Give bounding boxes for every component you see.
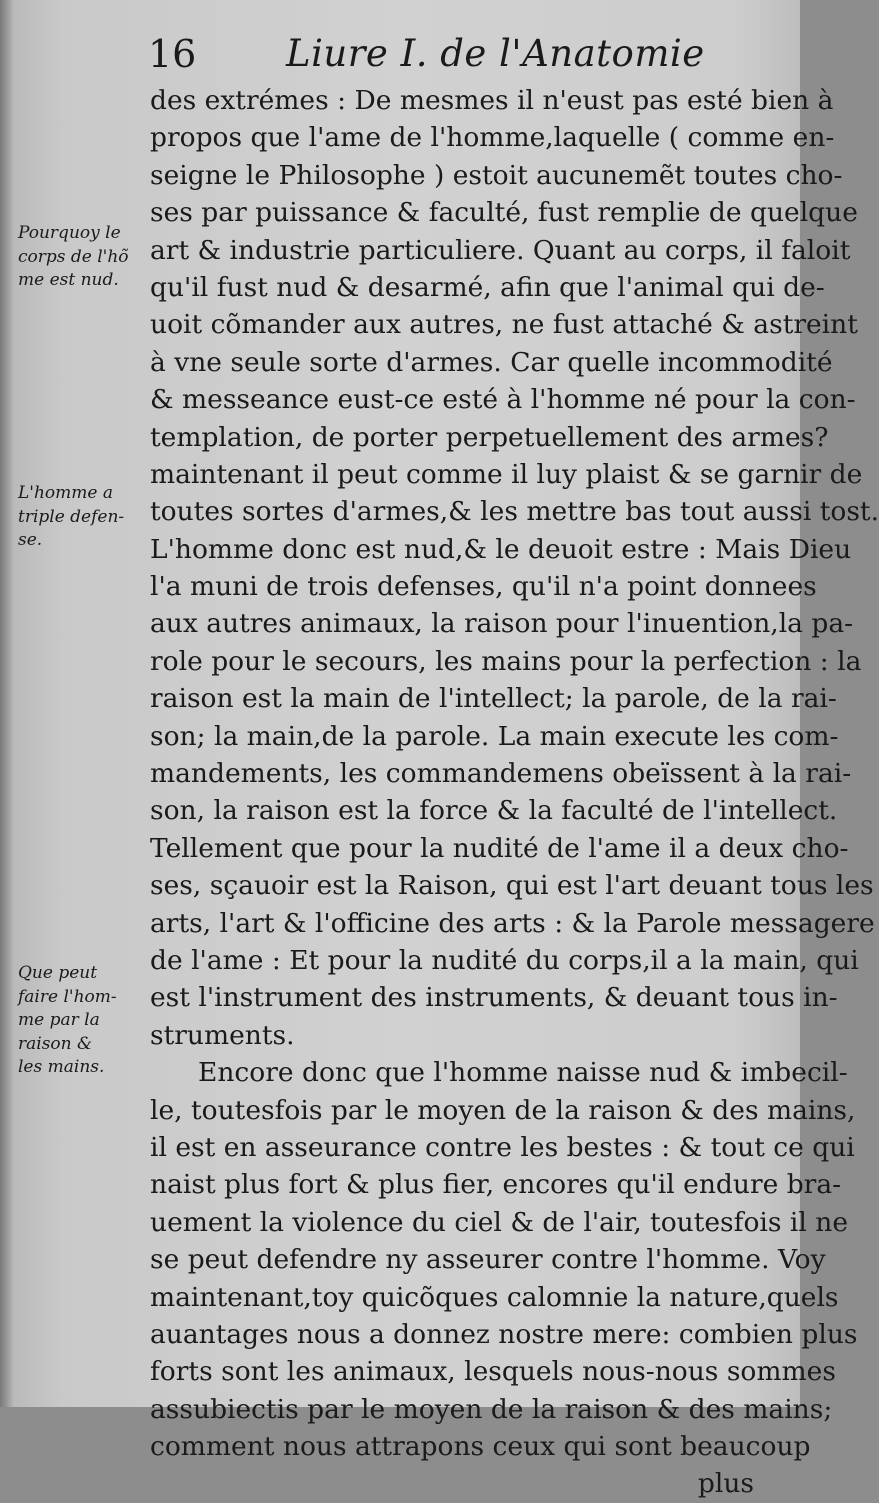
text-line: art & industrie particuliere. Quant au corps, il faloit: [150, 234, 851, 266]
text-line: mandements, les commandemens obeïssent à la rai-: [150, 758, 852, 790]
margin-note-triple-defense: [18, 482, 144, 553]
margin-note-line: se.: [18, 530, 43, 550]
text-line: l'a muni de trois defenses, qu'il n'a point donnees: [150, 571, 817, 603]
text-line: est l'instrument des instruments, & deuant tous in-: [150, 982, 838, 1014]
text-line: Tellement que pour la nudité de l'ame il a deux cho-: [150, 832, 849, 864]
text-line: toutes sortes d'armes,& les mettre bas tout aussi tost.: [150, 496, 879, 528]
text-line: ses, sçauoir est la Raison, qui est l'art deuant tous les: [150, 870, 874, 902]
text-line: raison est la main de l'intellect; la parole, de la rai-: [150, 683, 837, 715]
margin-note-line: Pourquoy le: [18, 223, 121, 243]
text-line: qu'il fust nud & desarmé, afin que l'animal qui de-: [150, 271, 825, 303]
text-line: role pour le secours, les mains pour la perfection : la: [150, 645, 862, 677]
text-line: forts sont les animaux, lesquels nous-nous sommes: [150, 1356, 836, 1388]
text-line: uoit cõmander aux autres, ne fust attaché & astreint: [150, 309, 858, 341]
text-line: comment nous attrapons ceux qui sont beaucoup: [150, 1431, 811, 1463]
text-line: seigne le Philosophe ) estoit aucunemẽt toutes cho-: [150, 159, 843, 191]
margin-note-line: les mains.: [18, 1057, 105, 1077]
text-line: des extrémes : De mesmes il n'eust pas esté bien à: [150, 85, 834, 116]
text-line: ses par puissance & faculté, fust remplie de quelque: [150, 197, 858, 229]
page-number: 16: [148, 32, 197, 76]
text-line: propos que l'ame de l'homme,laquelle ( comme en-: [150, 122, 835, 154]
margin-note-line: raison &: [18, 1033, 93, 1054]
text-line: arts, l'art & l'officine des arts : & la Parole messagere: [150, 907, 875, 939]
margin-note-line: me est nud.: [18, 270, 119, 290]
text-line: son; la main,de la parole. La main execute les com-: [150, 720, 839, 752]
catchword: plus: [697, 1468, 754, 1500]
text-line: maintenant il peut comme il luy plaist & se garnir de: [150, 458, 863, 490]
margin-note-line: L'homme a: [18, 483, 113, 503]
text-line: naist plus fort & plus fier, encores qu'il endure bra-: [150, 1169, 842, 1201]
text-line: maintenant,toy quicõques calomnie la nature,quels: [150, 1281, 839, 1313]
margin-note-line: Que peut: [18, 963, 98, 983]
text-line: struments.: [150, 1019, 295, 1051]
page-header: [0, 26, 800, 82]
margin-note-line: faire l'hom-: [18, 986, 117, 1007]
text-line: à vne seule sorte d'armes. Car quelle incommodité: [150, 346, 833, 378]
text-line: aux autres animaux, la raison pour l'inuention,la pa-: [150, 608, 854, 640]
text-line: de l'ame : Et pour la nudité du corps,il a la main, qui: [150, 944, 859, 976]
text-line: uement la violence du ciel & de l'air, toutesfois il ne: [150, 1206, 849, 1238]
text-line: le, toutesfois par le moyen de la raison & des mains,: [150, 1094, 856, 1126]
margin-note-line: triple defen-: [18, 506, 125, 527]
margin-note-line: corps de l'hõ: [18, 246, 129, 267]
text-line: templation, de porter perpetuellement des armes?: [150, 421, 829, 453]
text-line: auantages nous a donnez nostre mere: combien plus: [150, 1318, 858, 1350]
margin-note-line: me par la: [18, 1010, 100, 1030]
running-head: Liure I. de l'Anatomie: [286, 32, 705, 75]
text-line: & messeance eust-ce esté à l'homme né pour la con-: [150, 384, 856, 416]
margin-note-naked-body: [18, 222, 144, 293]
text-line: son, la raison est la force & la faculté de l'intellect.: [150, 795, 838, 827]
text-line: L'homme donc est nud,& le deuoit estre : Mais Dieu: [150, 533, 852, 565]
text-line: Encore donc que l'homme naisse nud & imbecil-: [198, 1057, 848, 1089]
body-text: [150, 82, 879, 1503]
margin-note-reason-hands: [18, 962, 144, 1080]
text-line: se peut defendre ny asseurer contre l'homme. Voy: [150, 1244, 826, 1276]
text-line: assubiectis par le moyen de la raison & des mains;: [150, 1393, 833, 1425]
text-line: il est en asseurance contre les bestes : & tout ce qui: [150, 1131, 855, 1163]
